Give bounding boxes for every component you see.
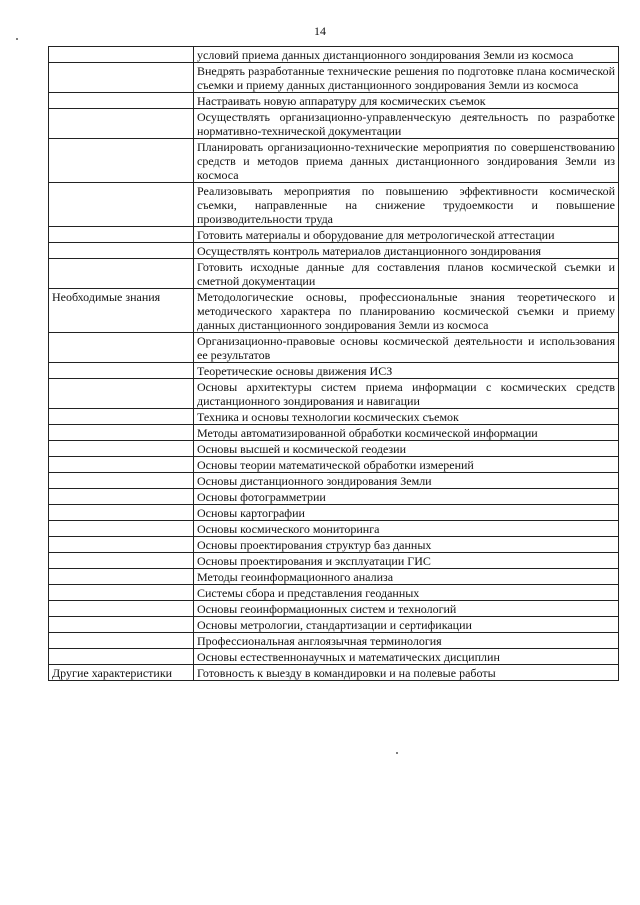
requirement-text: Осуществлять организационно-управленческую деятельность по разработке нормативно-технической документации	[194, 109, 619, 139]
table-row	[49, 93, 619, 109]
requirement-text: Готовить материалы и оборудование для метрологической аттестации	[194, 227, 619, 243]
section-cell-empty	[49, 617, 194, 633]
section-label: Необходимые знания	[49, 289, 194, 333]
requirement-text: Основы проектирования структур баз данных	[194, 537, 619, 553]
requirement-text: Основы картографии	[194, 505, 619, 521]
section-cell-empty	[49, 109, 194, 139]
table-row	[49, 425, 619, 441]
table-row	[49, 649, 619, 665]
table-row	[49, 505, 619, 521]
table-row	[49, 333, 619, 363]
section-cell-empty	[49, 601, 194, 617]
section-cell-empty	[49, 363, 194, 379]
table-row	[49, 363, 619, 379]
table-row	[49, 139, 619, 183]
requirements-table	[48, 46, 619, 681]
section-cell-empty	[49, 649, 194, 665]
section-cell-empty	[49, 333, 194, 363]
requirement-text: Организационно-правовые основы космической деятельности и использования ее результатов	[194, 333, 619, 363]
table-row	[49, 585, 619, 601]
table-row	[49, 601, 619, 617]
requirement-text: Основы метрологии, стандартизации и сертификации	[194, 617, 619, 633]
table-row	[49, 243, 619, 259]
table-row	[49, 259, 619, 289]
requirement-text: условий приема данных дистанционного зондирования Земли из космоса	[194, 47, 619, 63]
section-cell-empty	[49, 183, 194, 227]
table-row	[49, 47, 619, 63]
requirement-text: Теоретические основы движения ИСЗ	[194, 363, 619, 379]
requirement-text: Настраивать новую аппаратуру для космических съемок	[194, 93, 619, 109]
section-cell-empty	[49, 473, 194, 489]
section-cell-empty	[49, 521, 194, 537]
table-row	[49, 441, 619, 457]
section-cell-empty	[49, 633, 194, 649]
section-cell-empty	[49, 409, 194, 425]
table-row	[49, 63, 619, 93]
section-cell-empty	[49, 425, 194, 441]
table-row	[49, 633, 619, 649]
section-cell-empty	[49, 259, 194, 289]
table-row	[49, 183, 619, 227]
requirement-text: Основы фотограмметрии	[194, 489, 619, 505]
requirement-text: Основы естественнонаучных и математических дисциплин	[194, 649, 619, 665]
table-row	[49, 473, 619, 489]
table-row	[49, 537, 619, 553]
scan-speck	[16, 38, 18, 40]
requirement-text: Основы дистанционного зондирования Земли	[194, 473, 619, 489]
requirement-text: Основы проектирования и эксплуатации ГИС	[194, 553, 619, 569]
requirement-text: Методологические основы, профессиональные знания теоретического и методического характера по планированию космической съемки и приему данных дистанционного зондирования Земли из космоса	[194, 289, 619, 333]
section-cell-empty	[49, 227, 194, 243]
section-cell-empty	[49, 47, 194, 63]
section-cell-empty	[49, 553, 194, 569]
table-row	[49, 665, 619, 681]
requirement-text: Основы геоинформационных систем и технологий	[194, 601, 619, 617]
requirement-text: Планировать организационно-технические мероприятия по совершенствованию средств и методов приема данных дистанционного зондирования Земли из космоса	[194, 139, 619, 183]
requirement-text: Внедрять разработанные технические решения по подготовке плана космической съемки и приему данных дистанционного зондирования Земли из космоса	[194, 63, 619, 93]
requirement-text: Осуществлять контроль материалов дистанционного зондирования	[194, 243, 619, 259]
requirement-text: Основы космического мониторинга	[194, 521, 619, 537]
requirement-text: Методы геоинформационного анализа	[194, 569, 619, 585]
requirement-text: Техника и основы технологии космических съемок	[194, 409, 619, 425]
table-row	[49, 289, 619, 333]
section-cell-empty	[49, 569, 194, 585]
section-cell-empty	[49, 379, 194, 409]
requirement-text: Системы сбора и представления геоданных	[194, 585, 619, 601]
section-cell-empty	[49, 457, 194, 473]
table-row	[49, 409, 619, 425]
requirement-text: Методы автоматизированной обработки космической информации	[194, 425, 619, 441]
requirement-text: Основы архитектуры систем приема информации с космических средств дистанционного зондирования и навигации	[194, 379, 619, 409]
table-row	[49, 489, 619, 505]
table-row	[49, 379, 619, 409]
section-cell-empty	[49, 243, 194, 259]
section-cell-empty	[49, 585, 194, 601]
section-cell-empty	[49, 63, 194, 93]
requirement-text: Основы теории математической обработки измерений	[194, 457, 619, 473]
table-row	[49, 569, 619, 585]
requirement-text: Профессиональная англоязычная терминология	[194, 633, 619, 649]
section-cell-empty	[49, 139, 194, 183]
table-row	[49, 227, 619, 243]
section-cell-empty	[49, 489, 194, 505]
section-cell-empty	[49, 441, 194, 457]
requirement-text: Реализовывать мероприятия по повышению эффективности космической съемки, направленные на снижение трудоемкости и повышение производительности труда	[194, 183, 619, 227]
table-row	[49, 521, 619, 537]
section-cell-empty	[49, 537, 194, 553]
requirement-text: Готовить исходные данные для составления планов космической съемки и сметной документации	[194, 259, 619, 289]
section-cell-empty	[49, 505, 194, 521]
scan-speck	[396, 752, 398, 754]
requirement-text: Готовность к выезду в командировки и на полевые работы	[194, 665, 619, 681]
section-cell-empty	[49, 93, 194, 109]
page-number: 14	[314, 24, 326, 38]
table-row	[49, 553, 619, 569]
table-row	[49, 109, 619, 139]
section-label: Другие характеристики	[49, 665, 194, 681]
table-row	[49, 457, 619, 473]
requirement-text: Основы высшей и космической геодезии	[194, 441, 619, 457]
table-row	[49, 617, 619, 633]
